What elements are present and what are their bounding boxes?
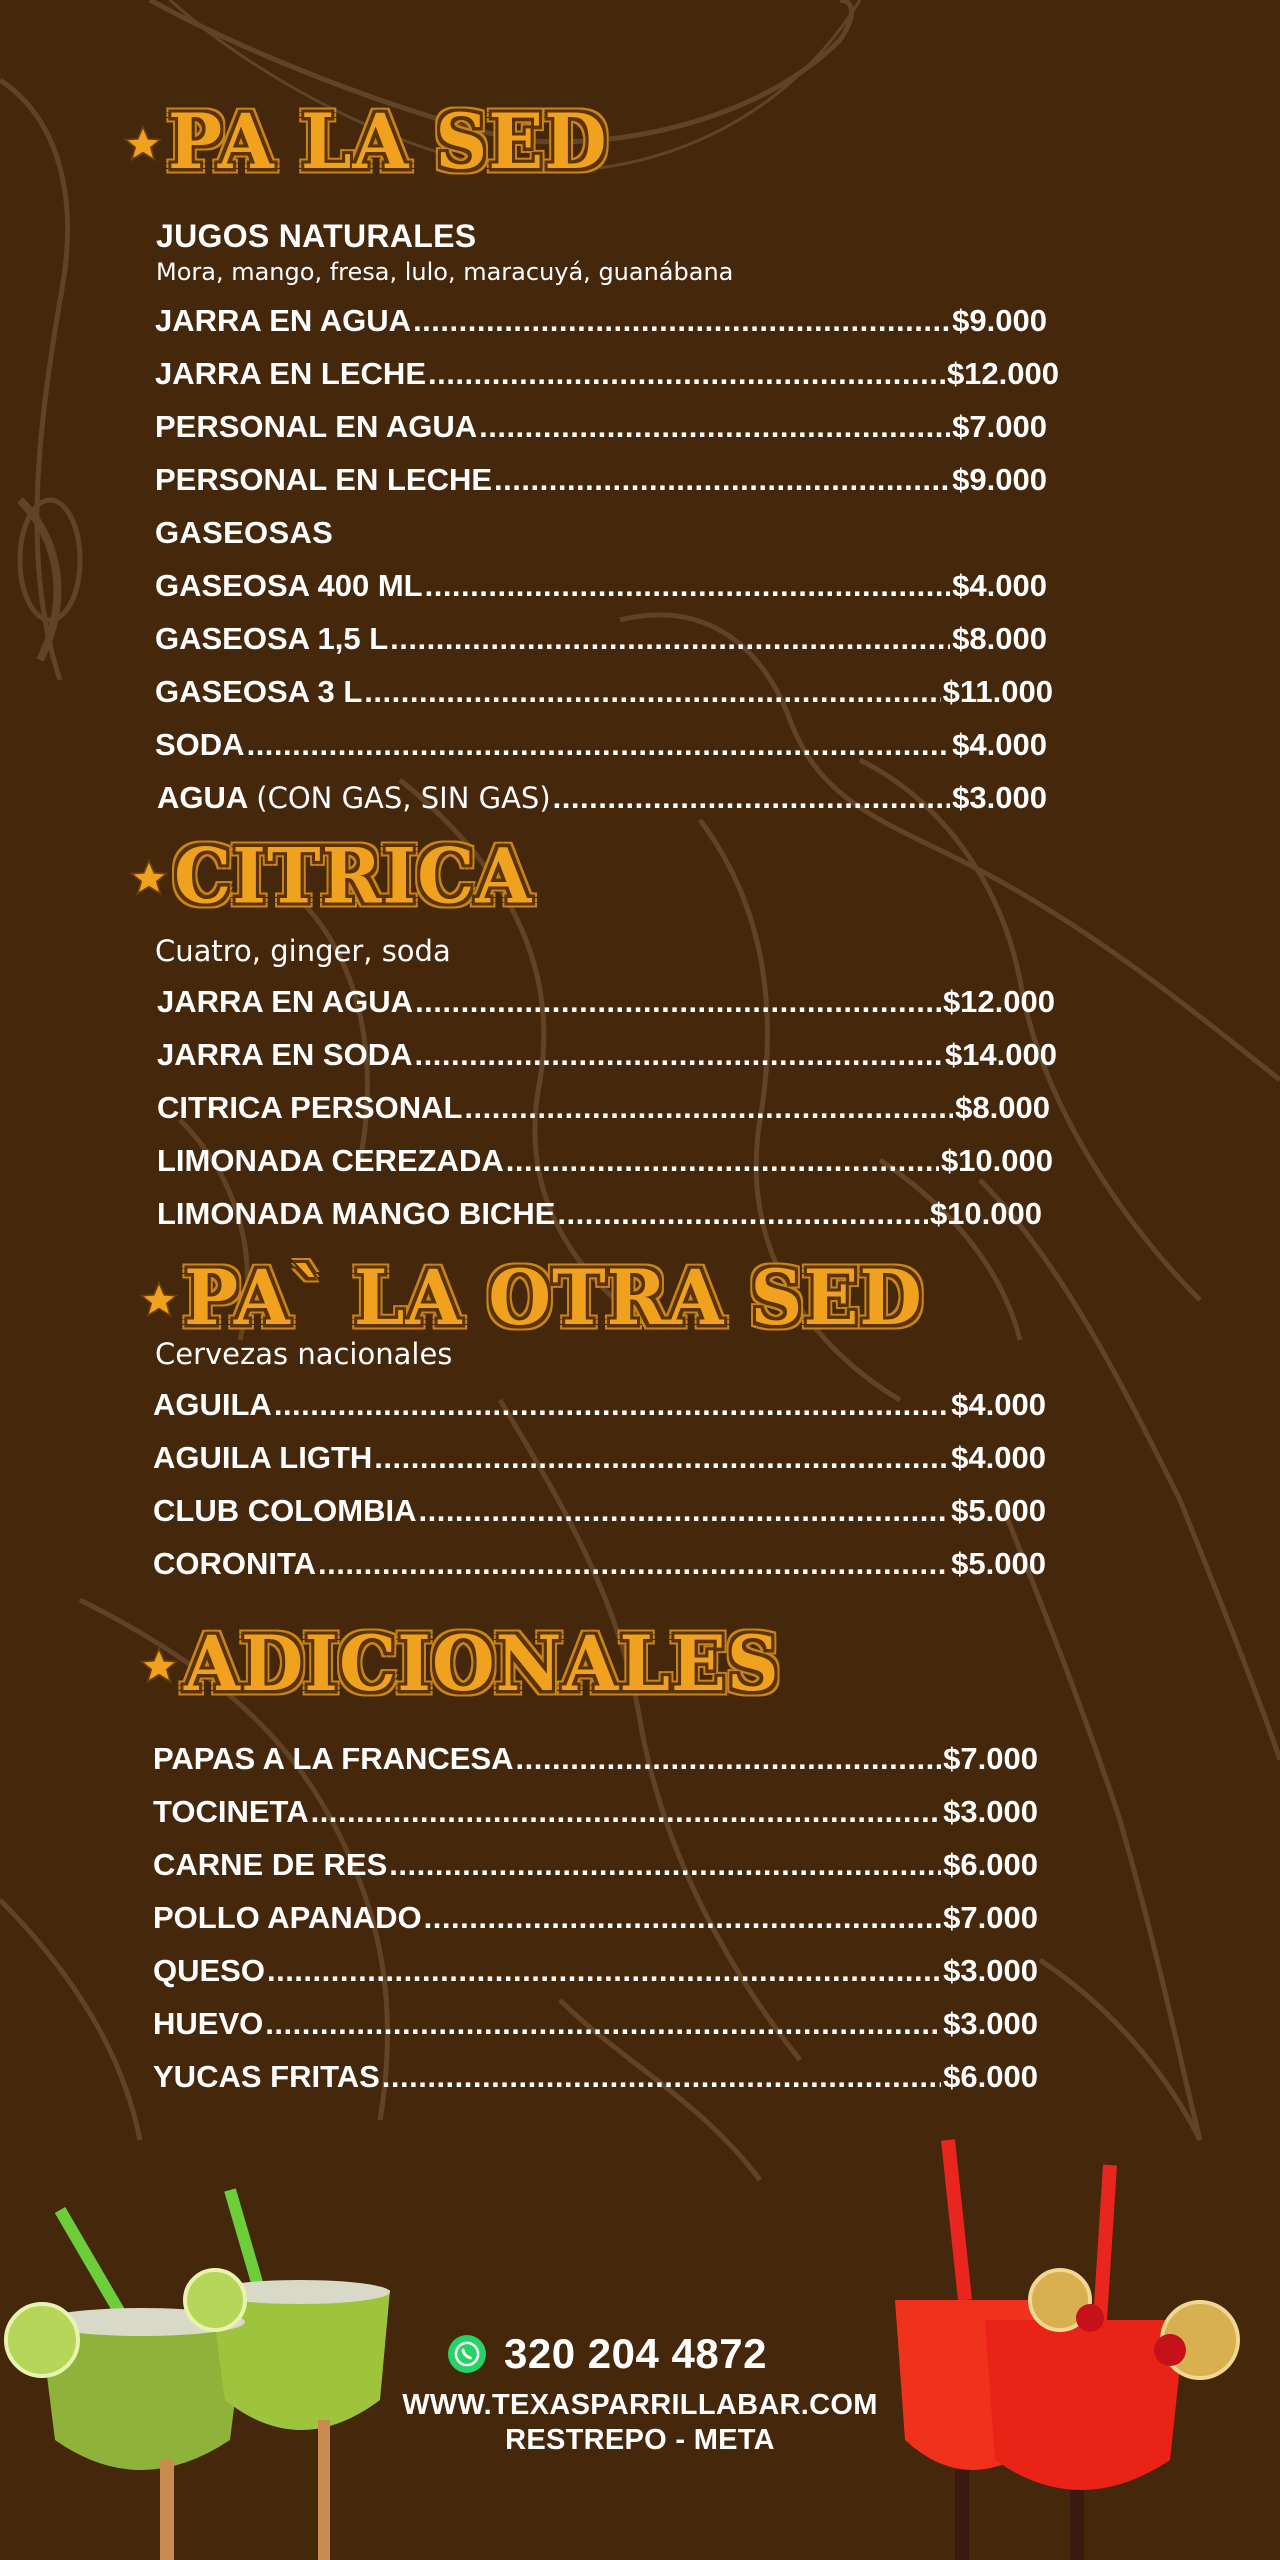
section-title-text: PA LA SED: [168, 96, 608, 187]
leader-dots: [389, 1847, 941, 1883]
item-price: $9.000: [952, 462, 1047, 497]
section-title-pa-la-sed: [122, 96, 608, 187]
item-name: AGUILA LIGTH: [153, 1440, 373, 1475]
section-title-citrica: [128, 830, 533, 921]
star-icon: [122, 123, 164, 165]
item-name: GASEOSA 1,5 L: [155, 621, 389, 656]
item-price: $14.000: [944, 1037, 1057, 1072]
menu-item: [155, 409, 1047, 445]
item-price: $3.000: [952, 780, 1047, 815]
leader-dots: [424, 1900, 942, 1936]
item-price: $10.000: [929, 1196, 1042, 1231]
leader-dots: [390, 621, 950, 657]
whatsapp-icon: [448, 2335, 486, 2373]
item-price: $6.000: [943, 2059, 1038, 2094]
item-price: $4.000: [952, 727, 1047, 762]
item-name: LIMONADA CEREZADA: [157, 1143, 504, 1178]
menu-item: [155, 356, 1059, 392]
item-name: CORONITA: [153, 1546, 317, 1581]
item-price: $6.000: [943, 1847, 1038, 1882]
menu-item: [153, 1847, 1038, 1883]
item-price: $9.000: [952, 303, 1047, 338]
item-name: CARNE DE RES: [153, 1847, 388, 1882]
item-name: SODA: [155, 727, 245, 762]
item-price: $4.000: [951, 1440, 1046, 1475]
menu-item: [153, 1953, 1038, 1989]
menu-item: [157, 780, 1047, 816]
menu-item: [153, 1387, 1046, 1423]
menu-item: [155, 674, 1053, 710]
menu-item: [155, 303, 1047, 339]
subheading-jugos-naturales: JUGOS NATURALES: [156, 218, 477, 254]
beer-subtitle: Cervezas nacionales: [155, 1337, 453, 1371]
menu-item: [155, 462, 1047, 498]
item-price: $3.000: [943, 1953, 1038, 1988]
leader-dots: [267, 1953, 941, 1989]
juice-flavors-text: Mora, mango, fresa, lulo, maracuyá, guanábana: [156, 258, 734, 286]
menu-item: [157, 984, 1055, 1020]
leader-dots: [479, 409, 950, 445]
menu-item: [153, 1900, 1038, 1936]
citrica-subtitle: Cuatro, ginger, soda: [155, 934, 451, 968]
red-cocktails-image: [895, 2140, 1238, 2560]
item-price: $4.000: [952, 568, 1047, 603]
star-icon: [128, 857, 170, 899]
leader-dots: [415, 984, 941, 1020]
item-name: TOCINETA: [153, 1794, 309, 1829]
leader-dots: [318, 1546, 949, 1582]
menu-item: [153, 1741, 1038, 1777]
item-price: $8.000: [952, 621, 1047, 656]
item-name: JARRA EN AGUA: [157, 984, 414, 1019]
item-name: JARRA EN AGUA: [155, 303, 412, 338]
menu-item: [155, 568, 1047, 604]
leader-dots: [428, 356, 945, 392]
menu-item: [153, 2059, 1038, 2095]
leader-dots: [274, 1387, 949, 1423]
menu-item: [153, 2006, 1038, 2042]
section-title-text: CITRICA: [174, 830, 533, 921]
item-price: $7.000: [943, 1900, 1038, 1935]
leader-dots: [516, 1741, 942, 1777]
leader-dots: [418, 1493, 949, 1529]
item-name: CITRICA PERSONAL: [157, 1090, 463, 1125]
menu-item: [153, 1546, 1046, 1582]
item-price: $4.000: [951, 1387, 1046, 1422]
leader-dots: [464, 1090, 953, 1126]
menu-item: [153, 1440, 1046, 1476]
leader-dots: [311, 1794, 942, 1830]
leader-dots: [425, 568, 951, 604]
item-name: PERSONAL EN AGUA: [155, 409, 478, 444]
item-name: PAPAS A LA FRANCESA: [153, 1741, 514, 1776]
leader-dots: [506, 1143, 939, 1179]
leader-dots: [382, 2059, 941, 2095]
leader-dots: [265, 2006, 941, 2042]
menu-item: [153, 1794, 1038, 1830]
item-name: GASEOSA 3 L: [155, 674, 363, 709]
website-link[interactable]: WWW.TEXASPARRILLABAR.COM: [402, 2389, 878, 2421]
leader-dots: [553, 780, 951, 816]
item-price: $8.000: [955, 1090, 1050, 1125]
item-name: HUEVO: [153, 2006, 264, 2041]
item-price: $5.000: [951, 1546, 1046, 1581]
item-price: $11.000: [942, 674, 1053, 709]
item-name: YUCAS FRITAS: [153, 2059, 380, 2094]
leader-dots: [557, 1196, 928, 1232]
leader-dots: [247, 727, 951, 763]
item-price: $3.000: [943, 2006, 1038, 2041]
item-name: JARRA EN LECHE: [155, 356, 426, 391]
item-name: POLLO APANADO: [153, 1900, 422, 1935]
item-name: CLUB COLOMBIA: [153, 1493, 417, 1528]
menu-item: [157, 1196, 1042, 1232]
menu-item: [155, 621, 1047, 657]
item-name: JARRA EN SODA: [157, 1037, 413, 1072]
item-note: (CON GAS, SIN GAS): [256, 781, 551, 815]
item-price: $3.000: [943, 1794, 1038, 1829]
menu-item: [153, 1493, 1046, 1529]
leader-dots: [364, 674, 940, 710]
item-price: $10.000: [940, 1143, 1053, 1178]
section-title-text: PA` LA OTRA SED: [184, 1252, 923, 1343]
item-price: $12.000: [946, 356, 1059, 391]
leader-dots: [413, 303, 950, 339]
item-name: LIMONADA MANGO BICHE: [157, 1196, 556, 1231]
item-name: AGUILA: [153, 1387, 272, 1422]
item-name: PERSONAL EN LECHE: [155, 462, 493, 497]
leader-dots: [415, 1037, 943, 1073]
leader-dots: [374, 1440, 949, 1476]
item-name: QUESO: [153, 1953, 265, 1988]
menu-item: [157, 1037, 1057, 1073]
leader-dots: [494, 462, 950, 498]
section-title-pa-la-otra-sed: [138, 1252, 923, 1343]
phone-number: 320 204 4872: [504, 2330, 767, 2377]
item-price: $5.000: [951, 1493, 1046, 1528]
section-title-adicionales: [138, 1618, 780, 1709]
menu-item: [157, 1090, 1050, 1126]
green-cocktails-image: [6, 2190, 390, 2560]
item-name: AGUA: [157, 780, 249, 815]
item-price: $12.000: [942, 984, 1055, 1019]
contact-phone[interactable]: [448, 2330, 767, 2378]
star-icon: [138, 1645, 180, 1687]
star-icon: [138, 1279, 180, 1321]
item-name: GASEOSA 400 ML: [155, 568, 423, 603]
section-title-text: ADICIONALES: [184, 1618, 780, 1709]
location-text: RESTREPO - META: [505, 2424, 775, 2456]
subheading-gaseosas: GASEOSAS: [155, 515, 334, 550]
item-price: $7.000: [943, 1741, 1038, 1776]
item-price: $7.000: [952, 409, 1047, 444]
menu-item: [155, 727, 1047, 763]
menu-item: [157, 1143, 1053, 1179]
